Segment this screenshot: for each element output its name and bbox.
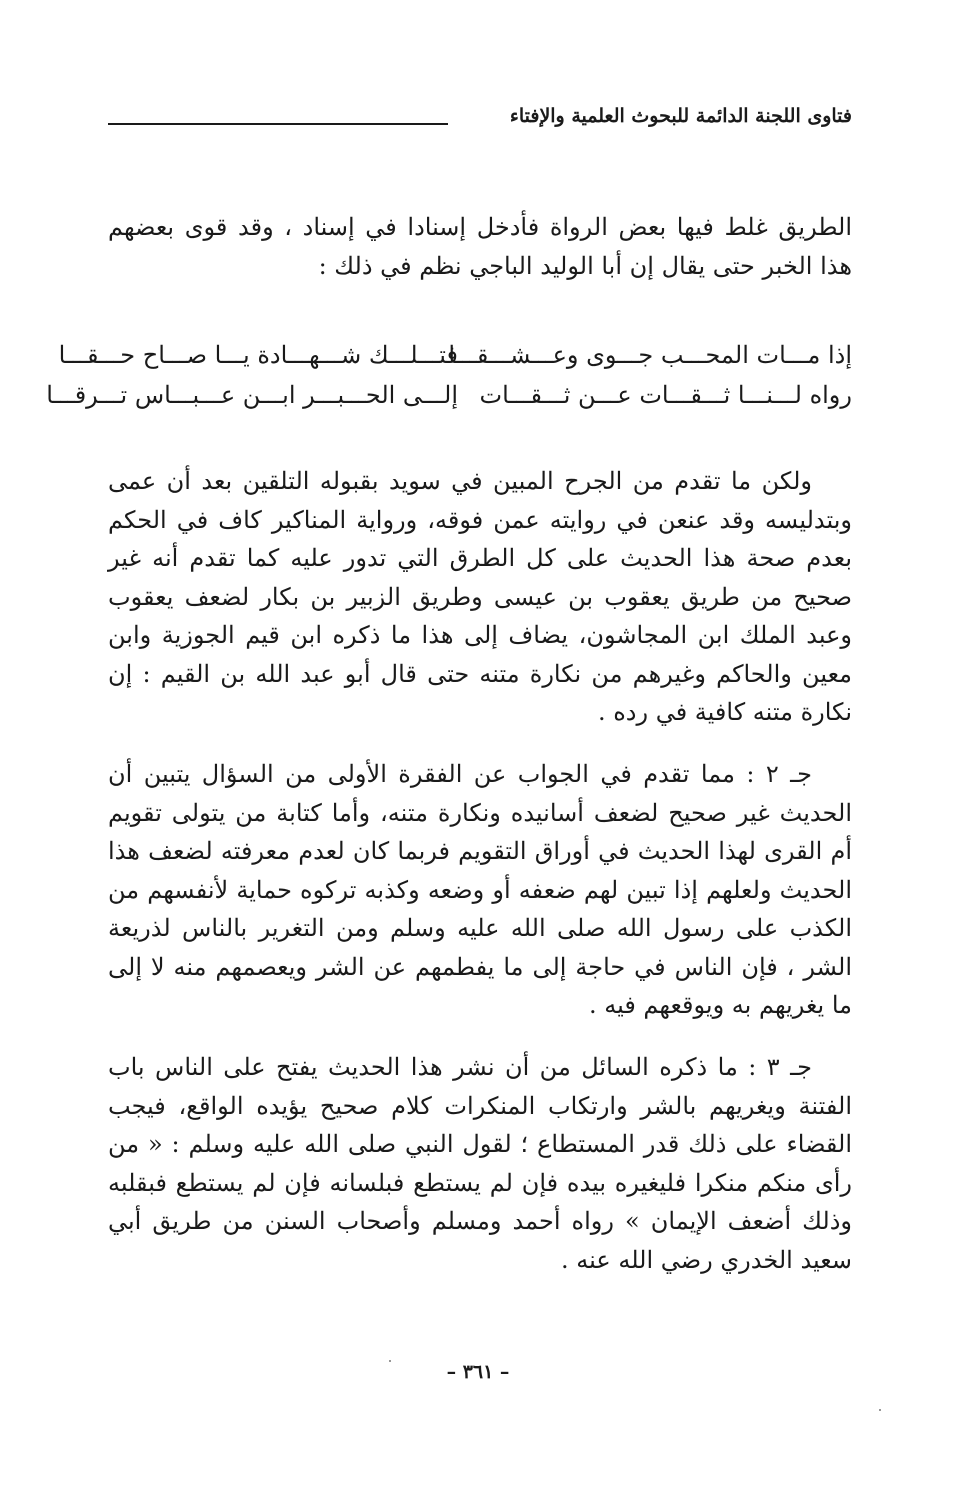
poem-verse-2	[46, 375, 852, 415]
poem-verse-1-second-hemistich: فتـــلـــك شـــهـــادة يـــا صـــاح حـــقـــا	[58, 341, 458, 369]
header-rule	[108, 123, 448, 125]
poem-verse-1-first-hemistich: إذا مـــات المحـــب جـــوى وعـــشـــقـــا	[448, 341, 852, 369]
paragraph-answer-2: جـ ٢ : مما تقدم في الجواب عن الفقرة الأولى من السؤال يتبين أن الحديث غير صحيح لضعف أسانيده ونكارة متنه، وأما كتابة من يتولى تقويم أم القرى لهذا الحديث في أوراق التقويم فربما كان لعدم معرفته لضعف هذا الحديث ولعلهم إذا تبين لهم ضعفه أو وضعه وكذبه تركوه حماية لأنفسهم من الكذب على رسول الله صلى الله عليه وسلم ومن التغرير بالناس لذريعة الشر ، فإن الناس في حاجة إلى ما يفطمهم عن الشر ويعصمهم منه لا إلى ما يغريهم به ويوقعهم فيه .	[108, 760, 852, 1019]
scan-speck	[879, 1409, 881, 1411]
page-number: – ٣٦١ –	[446, 1361, 510, 1383]
poem-verse-2-second-hemistich: إلـــى الحـــبـــر ابـــن عـــبـــاس تـــرقـــا	[46, 381, 458, 409]
running-header	[108, 104, 852, 128]
scan-speck	[389, 1360, 391, 1362]
paragraph-intro: الطريق غلط فيها بعض الرواة فأدخل إسنادا في إسناد ، وقد قوى بعضهم هذا الخبر حتى يقال إن أبا الوليد الباجي نظم في ذلك :	[108, 213, 852, 280]
paragraph-answer-3: جـ ٣ : ما ذكره السائل من أن نشر هذا الحديث يفتح على الناس باب الفتنة ويغريهم بالشر وارتكاب المنكرات كلام صحيح يؤيده الواقع، فيجب القضاء على ذلك قدر المستطاع ؛ لقول النبي صلى الله عليه وسلم : « من رأى منكم منكرا فليغيره بيده فإن لم يستطع فبلسانه فإن لم يستطع فبقلبه وذلك أضعف الإيمان » رواه أحمد ومسلم وأصحاب السنن من طريق أبي سعيد الخدري رضي الله عنه .	[108, 1053, 852, 1274]
paragraph-main: ولكن ما تقدم من الجرح المبين في سويد بقبوله التلقين بعد أن عمى وبتدليسه وقد عنعن في روايته عمن فوقه، ورواية المناكير كاف في الحكم بعدم صحة هذا الحديث على كل الطرق التي تدور عليه كما تقدم أنه غير صحيح من طريق يعقوب بن عيسى وطريق الزبير بن بكار لضعف يعقوب وعبد الملك ابن المجاشون، يضاف إلى هذا ما ذكره ابن قيم الجوزية وابن معين والحاكم وغيرهم من نكارة متنه حتى قال أبو عبد الله بن القيم : إن نكارة متنه كافية في رده .	[108, 467, 853, 726]
poem-verse-2-first-hemistich: رواه لـــنـــا ثـــقـــات عـــن ثـــقـــات	[479, 381, 852, 409]
poem-verse-1	[58, 335, 852, 375]
poem	[46, 335, 852, 415]
header-title: فتاوى اللجنة الدائمة للبحوث العلمية والإفتاء	[509, 105, 852, 127]
